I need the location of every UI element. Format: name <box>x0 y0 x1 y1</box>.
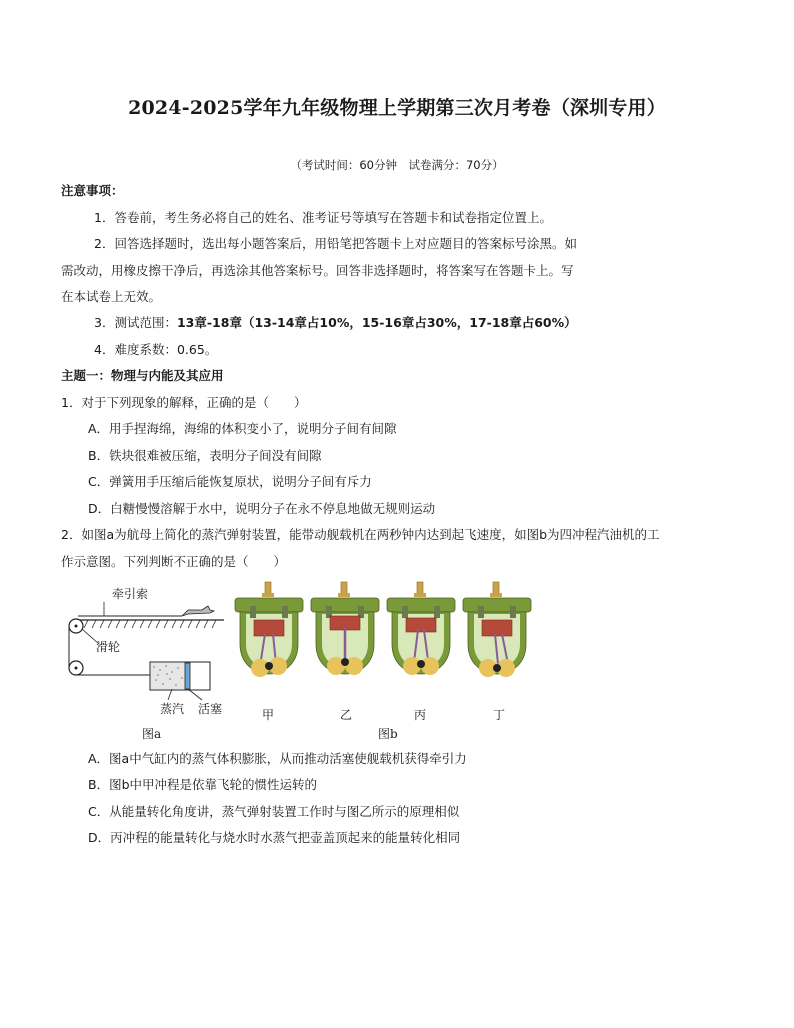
exam-meta: （考试时间：60分钟 试卷满分：70分） <box>290 158 504 172</box>
engine-label-jia: 甲 <box>262 708 275 722</box>
question-2-option-c: C．从能量转化角度讲，蒸气弹射装置工作时与图乙所示的原理相似 <box>88 804 460 819</box>
note-item-1: 1．答卷前，考生务必将自己的姓名、准考证号等填写在答题卡和试卷指定位置上。 <box>94 210 552 225</box>
page-title: 2024-2025学年九年级物理上学期第三次月考卷（深圳专用） <box>128 97 666 119</box>
question-2-option-b: B．图b中甲冲程是依靠飞轮的惯性运转的 <box>88 777 318 792</box>
aircraft-icon <box>182 606 214 616</box>
question-2-option-a: A．图a中气缸内的蒸气体积膨胀，从而推动活塞使舰载机获得牵引力 <box>88 751 467 766</box>
note-item-2-line-2: 需改动，用橡皮擦干净后，再选涂其他答案标号。回答非选择题时，将答案写在答题卡上。写 <box>61 263 574 278</box>
engine-label-bing: 丙 <box>414 708 427 722</box>
figure-b-caption: 图b <box>378 727 398 741</box>
question-1-option-d: D．白糖慢慢溶解于水中，说明分子在永不停息地做无规则运动 <box>88 501 436 516</box>
notes-heading: 注意事项： <box>61 183 124 198</box>
question-1-option-c: C．弹簧用手压缩后能恢复原状，说明分子间有斥力 <box>88 474 372 489</box>
engine-label-ding: 丁 <box>493 708 506 722</box>
engine-yi-icon <box>308 580 382 700</box>
note-item-2-line-3: 在本试卷上无效。 <box>61 289 162 304</box>
note-item-3-prefix: 3．测试范围： <box>94 315 177 330</box>
question-1-option-a: A．用手捏海绵，海绵的体积变小了，说明分子间有间隙 <box>88 421 397 436</box>
engine-bing-icon <box>384 580 458 700</box>
engine-jia-icon <box>232 580 306 700</box>
question-1-stem: 1．对于下列现象的解释，正确的是（ ） <box>61 395 307 410</box>
piston-icon <box>185 663 190 689</box>
question-2-option-d: D．丙冲程的能量转化与烧水时水蒸气把壶盖顶起来的能量转化相同 <box>88 830 461 845</box>
label-rope: 牵引索 <box>112 587 149 601</box>
label-steam: 蒸汽 <box>160 702 185 716</box>
note-item-4: 4．难度系数：0.65。 <box>94 342 218 357</box>
question-2-stem-line-2: 作示意图。下列判断不正确的是（ ） <box>61 554 287 569</box>
note-item-2-line-1: 2．回答选择题时，选出每小题答案后，用铅笔把答题卡上对应题目的答案标号涂黑。如 <box>94 236 577 251</box>
engine-label-yi: 乙 <box>340 708 353 722</box>
label-pulley: 滑轮 <box>96 640 121 654</box>
label-piston: 活塞 <box>198 702 223 716</box>
note-item-3-scope: 13章-18章（13-14章占10%，15-16章占30%，17-18章占60%） <box>176 315 577 330</box>
note-item-3 <box>94 315 577 331</box>
question-2-stem-line-1: 2．如图a为航母上简化的蒸汽弹射装置，能带动舰载机在两秒钟内达到起飞速度，如图b为四冲程汽油机的工 <box>61 527 660 542</box>
engine-ding-icon <box>460 580 534 700</box>
section-title: 主题一：物理与内能及其应用 <box>61 368 224 383</box>
figure-a-caption: 图a <box>142 727 162 741</box>
question-1-option-b: B．铁块很难被压缩，表明分子间没有间隙 <box>88 448 322 463</box>
